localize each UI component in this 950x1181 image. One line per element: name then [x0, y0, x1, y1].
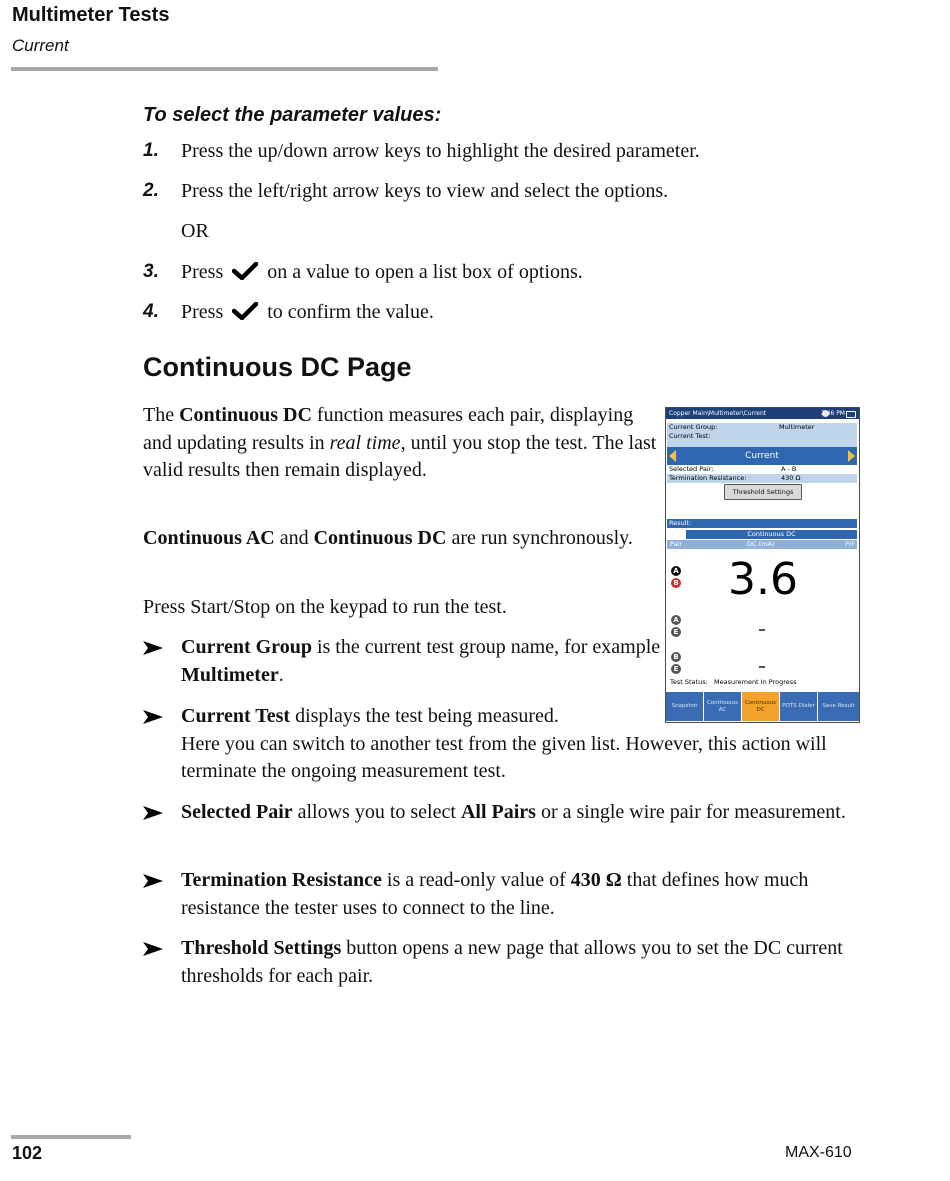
- current-group-value: Multimeter: [779, 423, 815, 431]
- dc-value-empty: [759, 666, 765, 668]
- col-pair: Pair: [670, 540, 683, 548]
- text-run: , until you stop the test. The last valid results then remain displayed.: [143, 431, 657, 481]
- text-bold: Selected Pair: [181, 801, 293, 823]
- termination-label: Termination Resistance:: [669, 474, 747, 482]
- procedure-title: To select the parameter values:: [143, 104, 442, 126]
- selected-pair-row[interactable]: [667, 465, 857, 474]
- pair-e-icon: E: [671, 664, 681, 674]
- bullet-item: [143, 799, 863, 855]
- threshold-settings-button[interactable]: Threshold Settings: [724, 484, 802, 500]
- test-status-label: Test Status:: [670, 678, 708, 686]
- softkey-continuous-ac[interactable]: Continuous AC: [704, 692, 742, 721]
- pair-e-icon: E: [671, 627, 681, 637]
- step-text-before: Press: [181, 301, 224, 323]
- dc-value-empty: [759, 629, 765, 631]
- arrow-bullet-icon: [143, 641, 163, 655]
- text-run: or a single wire pair for measurement.: [535, 801, 846, 823]
- current-test-label-row: [667, 432, 857, 447]
- device-time: 3:46 PM: [820, 410, 845, 417]
- or-text: OR: [181, 220, 209, 242]
- step-text-after: on a value to open a list box of options.: [267, 261, 583, 283]
- result-bar: [667, 519, 857, 528]
- footer-rule: [11, 1135, 131, 1139]
- current-test-label: Current Test:: [669, 432, 711, 440]
- result-columns: [667, 540, 857, 549]
- text-run: is a read-only value of: [381, 869, 571, 891]
- arrow-bullet-icon: [143, 942, 163, 956]
- checkmark-icon: [232, 302, 258, 320]
- text-bold: Continuous DC: [313, 527, 447, 549]
- current-test-value: Current: [745, 451, 779, 461]
- selected-pair-value: A - B: [781, 465, 797, 473]
- text-run: is the current test group name, for example: [311, 636, 661, 658]
- step-text-after: to confirm the value.: [267, 301, 434, 323]
- step-text: [181, 261, 583, 284]
- text-bold: 430 Ω: [570, 869, 622, 891]
- pair-a-icon: A: [671, 615, 681, 625]
- text-run: are run synchronously.: [446, 527, 633, 549]
- softkey-snapshot[interactable]: Snapshot: [666, 692, 704, 721]
- text-bold: Current Test: [181, 705, 291, 727]
- paragraph-start-stop: Press Start/Stop on the keypad to run the test.: [143, 596, 507, 618]
- bullet-text: [181, 799, 851, 827]
- bullet-item: [143, 867, 863, 923]
- arrow-bullet-icon: [143, 806, 163, 820]
- section-title: Continuous DC Page: [143, 352, 412, 382]
- device-screenshot: [665, 407, 860, 723]
- softkey-continuous-dc[interactable]: Continuous DC: [742, 692, 780, 721]
- paragraph-intro: [143, 402, 658, 485]
- step-number: 3.: [143, 261, 159, 282]
- text-bold: Continuous DC: [179, 404, 312, 426]
- page-number: 102: [12, 1143, 43, 1163]
- text-run: function measures each pair, displaying and updating results in: [143, 404, 634, 454]
- pair-b-icon: B: [671, 652, 681, 662]
- step-text: [181, 301, 434, 324]
- result-header: Continuous DC: [686, 530, 857, 539]
- text-bold: Continuous AC: [143, 527, 275, 549]
- test-status: [670, 678, 797, 686]
- text-bold: Threshold Settings: [181, 937, 342, 959]
- step-text: Press the left/right arrow keys to view and select the options.: [181, 180, 669, 202]
- softkey-save-result[interactable]: Save Result: [818, 692, 859, 721]
- model-name: MAX-610: [785, 1144, 852, 1161]
- text-run: Here you can switch to another test from the given list. However, this action will terminate the ongoing measurement test.: [181, 732, 827, 782]
- device-title: Copper Main\Multimeter\Current: [669, 410, 767, 417]
- step-text-before: Press: [181, 261, 224, 283]
- text-run: button opens a new page that allows you to set the DC current thresholds for each pair.: [181, 937, 843, 987]
- running-header-subtitle: Current: [12, 36, 69, 55]
- step-number: 2.: [143, 180, 159, 201]
- text-run: The: [143, 404, 180, 426]
- step-number: 4.: [143, 301, 159, 322]
- softkey-pots-dialer[interactable]: POTS Dialer: [780, 692, 818, 721]
- text-bold: All Pairs: [460, 801, 536, 823]
- text-bold: Multimeter: [181, 663, 279, 686]
- text-run: .: [278, 663, 284, 686]
- bullet-text: [181, 867, 861, 922]
- result-label: Result:: [669, 519, 692, 527]
- selected-pair-label: Selected Pair:: [669, 465, 714, 473]
- pair-a-icon: A: [671, 566, 681, 576]
- col-dc: DC (mA): [747, 540, 775, 548]
- arrow-bullet-icon: [143, 710, 163, 724]
- checkmark-icon: [232, 262, 258, 280]
- dc-value: 3.6: [728, 554, 798, 605]
- current-group-row[interactable]: [667, 423, 857, 432]
- text-run: displays the test being measured.: [290, 705, 559, 727]
- paragraph-sync: [143, 525, 658, 553]
- left-arrow-icon[interactable]: [669, 450, 676, 462]
- text-run: and: [274, 527, 314, 549]
- text-run: allows you to select: [292, 801, 461, 823]
- text-italic: real time: [329, 431, 401, 454]
- arrow-bullet-icon: [143, 874, 163, 888]
- device-title-bar: [666, 408, 859, 419]
- termination-row: [667, 474, 857, 483]
- current-group-label: Current Group:: [669, 423, 718, 431]
- text-run: that defines how much resistance the tester uses to connect to the line.: [181, 869, 809, 919]
- test-status-value: Measurement In Progress: [713, 678, 797, 686]
- step-text: Press the up/down arrow keys to highlight the desired parameter.: [181, 140, 700, 162]
- text-bold: Current Group: [181, 636, 312, 658]
- bullet-text: [181, 634, 661, 689]
- step-number: 1.: [143, 140, 159, 161]
- bullet-text: [181, 935, 861, 990]
- header-rule: [11, 67, 438, 71]
- current-test-selector[interactable]: [667, 447, 857, 465]
- pair-b-icon: B: [671, 578, 681, 588]
- battery-icon: [846, 411, 856, 418]
- right-arrow-icon[interactable]: [848, 450, 855, 462]
- col-pf: P/F: [845, 540, 855, 548]
- text-bold: Termination Resistance: [181, 869, 382, 891]
- running-header-title: Multimeter Tests: [12, 4, 170, 26]
- termination-value: 430 Ω: [781, 474, 801, 482]
- bullet-item: [143, 935, 863, 991]
